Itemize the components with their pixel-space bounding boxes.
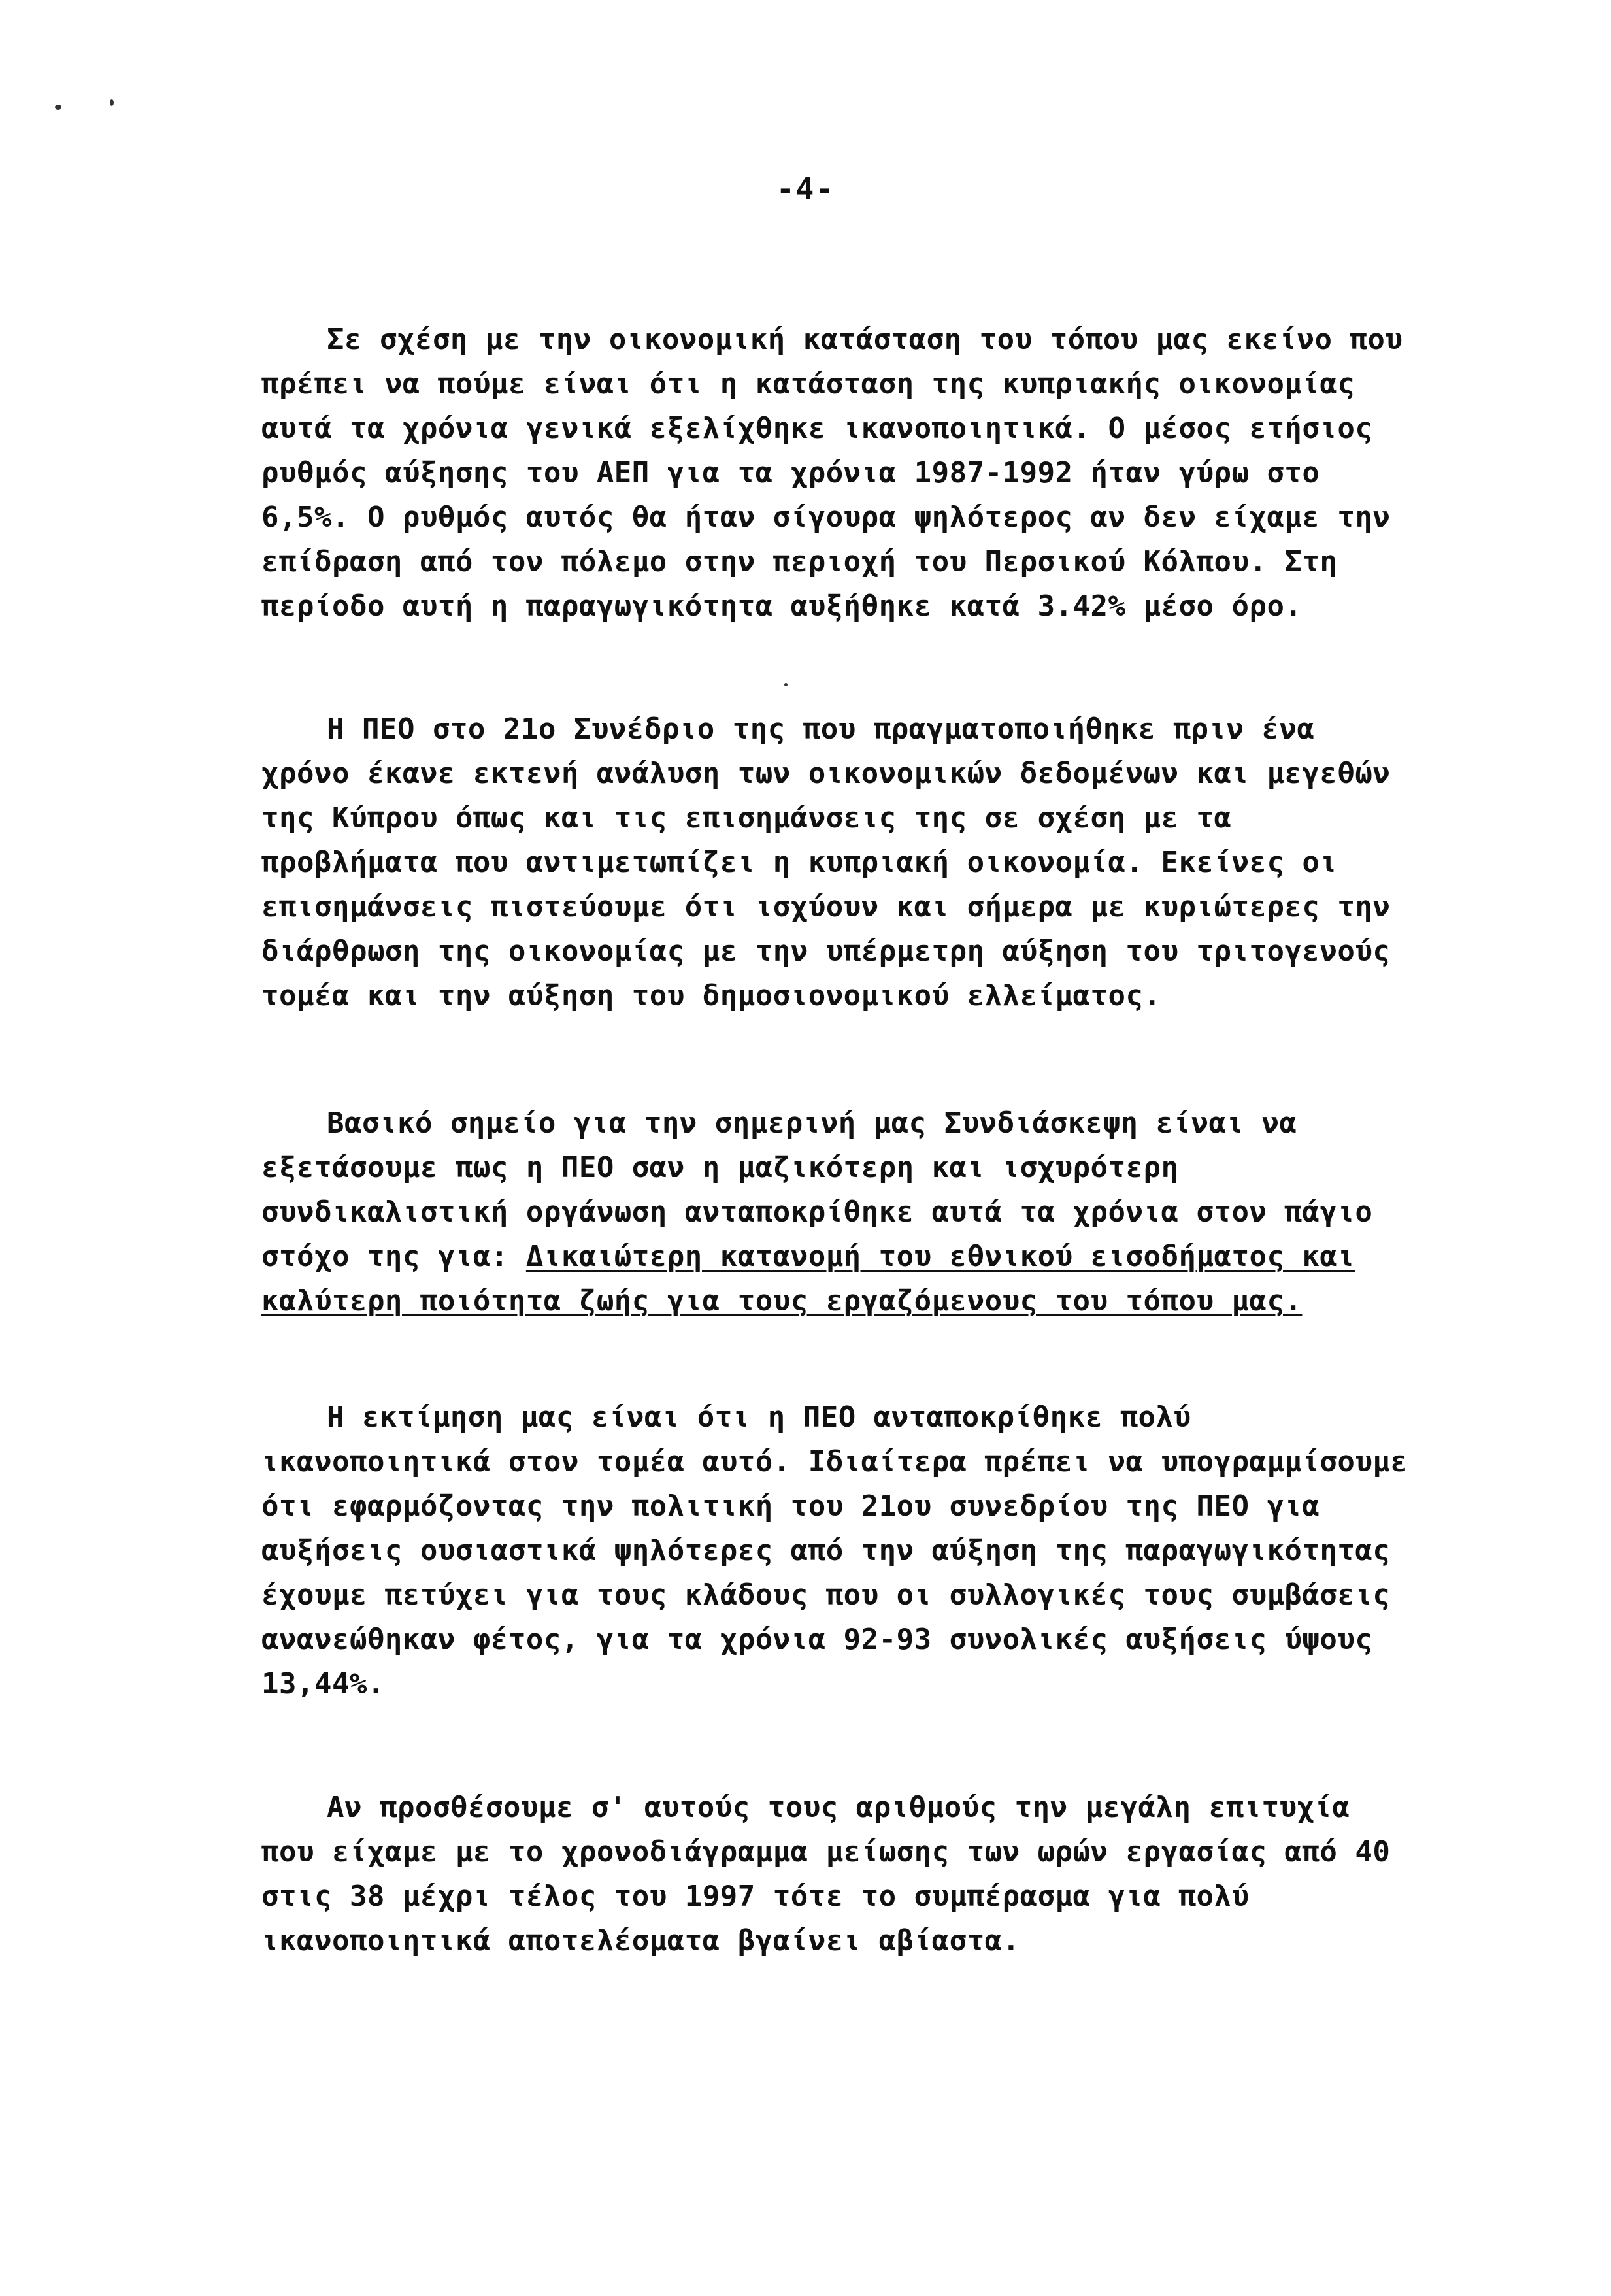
text-line: χρόνο έκανε εκτενή ανάλυση των οικονομικών δεδομένων και μεγεθών bbox=[261, 757, 1391, 790]
text-line: επισημάνσεις πιστεύουμε ότι ισχύουν και σήμερα με κυριώτερες την bbox=[261, 890, 1391, 923]
text-line: της Κύπρου όπως και τις επισημάνσεις της σε σχέση με τα bbox=[261, 801, 1232, 835]
text-line: επίδραση από τον πόλεμο στην περιοχή του Περσικού Κόλπου. Στη bbox=[261, 545, 1338, 578]
text-line: ικανοποιητικά στον τομέα αυτό. Ιδιαίτερα πρέπει να υπογραμμίσουμε bbox=[261, 1445, 1408, 1478]
text-line: αυτά τα χρόνια γενικά εξελίχθηκε ικανοποιητικά. Ο μέσος ετήσιος bbox=[261, 412, 1373, 445]
scan-speck bbox=[55, 105, 61, 110]
text-line: εξετάσουμε πως η ΠΕΟ σαν η μαζικότερη και ισχυρότερη bbox=[261, 1151, 1179, 1184]
paragraph-conference-goal bbox=[261, 1101, 1373, 1323]
text-line: Σε σχέση με την οικονομική κατάσταση του τόπου μας εκείνο που bbox=[327, 323, 1403, 356]
text-line: στις 38 μέχρι τέλος του 1997 τότε το συμπέρασμα για πολύ bbox=[261, 1880, 1250, 1913]
text-line: τομέα και την αύξηση του δημοσιονομικού ελλείματος. bbox=[261, 979, 1161, 1012]
scan-speck bbox=[784, 683, 788, 686]
underlined-goal-text: Δικαιώτερη κατανομή του εθνικού εισοδήματος και bbox=[525, 1240, 1355, 1273]
text-line: πρέπει να πούμε είναι ότι η κατάσταση της κυπριακής οικονομίας bbox=[261, 367, 1355, 401]
text-line: ανανεώθηκαν φέτος, για τα χρόνια 92-93 συνολικές αυξήσεις ύψους bbox=[261, 1623, 1373, 1656]
text-fragment: στόχο της για: bbox=[261, 1240, 526, 1273]
scan-speck bbox=[110, 99, 114, 106]
text-line: συνδικαλιστική οργάνωση ανταποκρίθηκε αυτά τα χρόνια στον πάγιο bbox=[261, 1195, 1373, 1229]
text-line bbox=[261, 1235, 1355, 1279]
underlined-goal-text: καλύτερη ποιότητα ζωής για τους εργαζόμενους του τόπου μας. bbox=[261, 1284, 1303, 1318]
text-line: Η ΠΕΟ στο 21ο Συνέδριο της που πραγματοποιήθηκε πριν ένα bbox=[327, 712, 1315, 746]
text-line bbox=[261, 1279, 1333, 1323]
text-line: που είχαμε με το χρονοδιάγραμμα μείωσης των ωρών εργασίας από 40 bbox=[261, 1835, 1391, 1869]
text-line: διάρθρωση της οικονομίας με την υπέρμετρη αύξηση του τριτογενούς bbox=[261, 935, 1391, 968]
text-line: αυξήσεις ουσιαστικά ψηλότερες από την αύξηση της παραγωγικότητας bbox=[261, 1534, 1391, 1567]
text-line: 13,44%. bbox=[261, 1667, 385, 1701]
text-line: 6,5%. Ο ρυθμός αυτός θα ήταν σίγουρα ψηλότερος αν δεν είχαμε την bbox=[261, 501, 1391, 534]
paragraph-working-hours bbox=[261, 1786, 1391, 1963]
text-line: ότι εφαρμόζοντας την πολιτική του 21ου συνεδρίου της ΠΕΟ για bbox=[261, 1489, 1320, 1523]
text-line: περίοδο αυτή η παραγωγικότητα αυξήθηκε κατά 3.42% μέσο όρο. bbox=[261, 590, 1303, 623]
text-line: ρυθμός αύξησης του ΑΕΠ για τα χρόνια 1987-1992 ήταν γύρω στο bbox=[261, 456, 1320, 490]
paragraph-assessment bbox=[261, 1395, 1408, 1706]
paragraph-21st-congress bbox=[261, 707, 1391, 1018]
text-line: προβλήματα που αντιμετωπίζει η κυπριακή οικονομία. Εκείνες οι bbox=[261, 846, 1338, 879]
text-line: Αν προσθέσουμε σ' αυτούς τους αριθμούς την μεγάλη επιτυχία bbox=[327, 1791, 1350, 1824]
paragraph-economic-situation bbox=[261, 318, 1403, 629]
page-number: -4- bbox=[776, 171, 835, 207]
text-line: Βασικό σημείο για την σημερινή μας Συνδιάσκεψη είναι να bbox=[327, 1106, 1297, 1140]
text-line: έχουμε πετύχει για τους κλάδους που οι συλλογικές τους συμβάσεις bbox=[261, 1578, 1391, 1612]
text-line: Η εκτίμηση μας είναι ότι η ΠΕΟ ανταποκρίθηκε πολύ bbox=[327, 1401, 1191, 1434]
text-line: ικανοποιητικά αποτελέσματα βγαίνει αβίαστα. bbox=[261, 1924, 1020, 1957]
